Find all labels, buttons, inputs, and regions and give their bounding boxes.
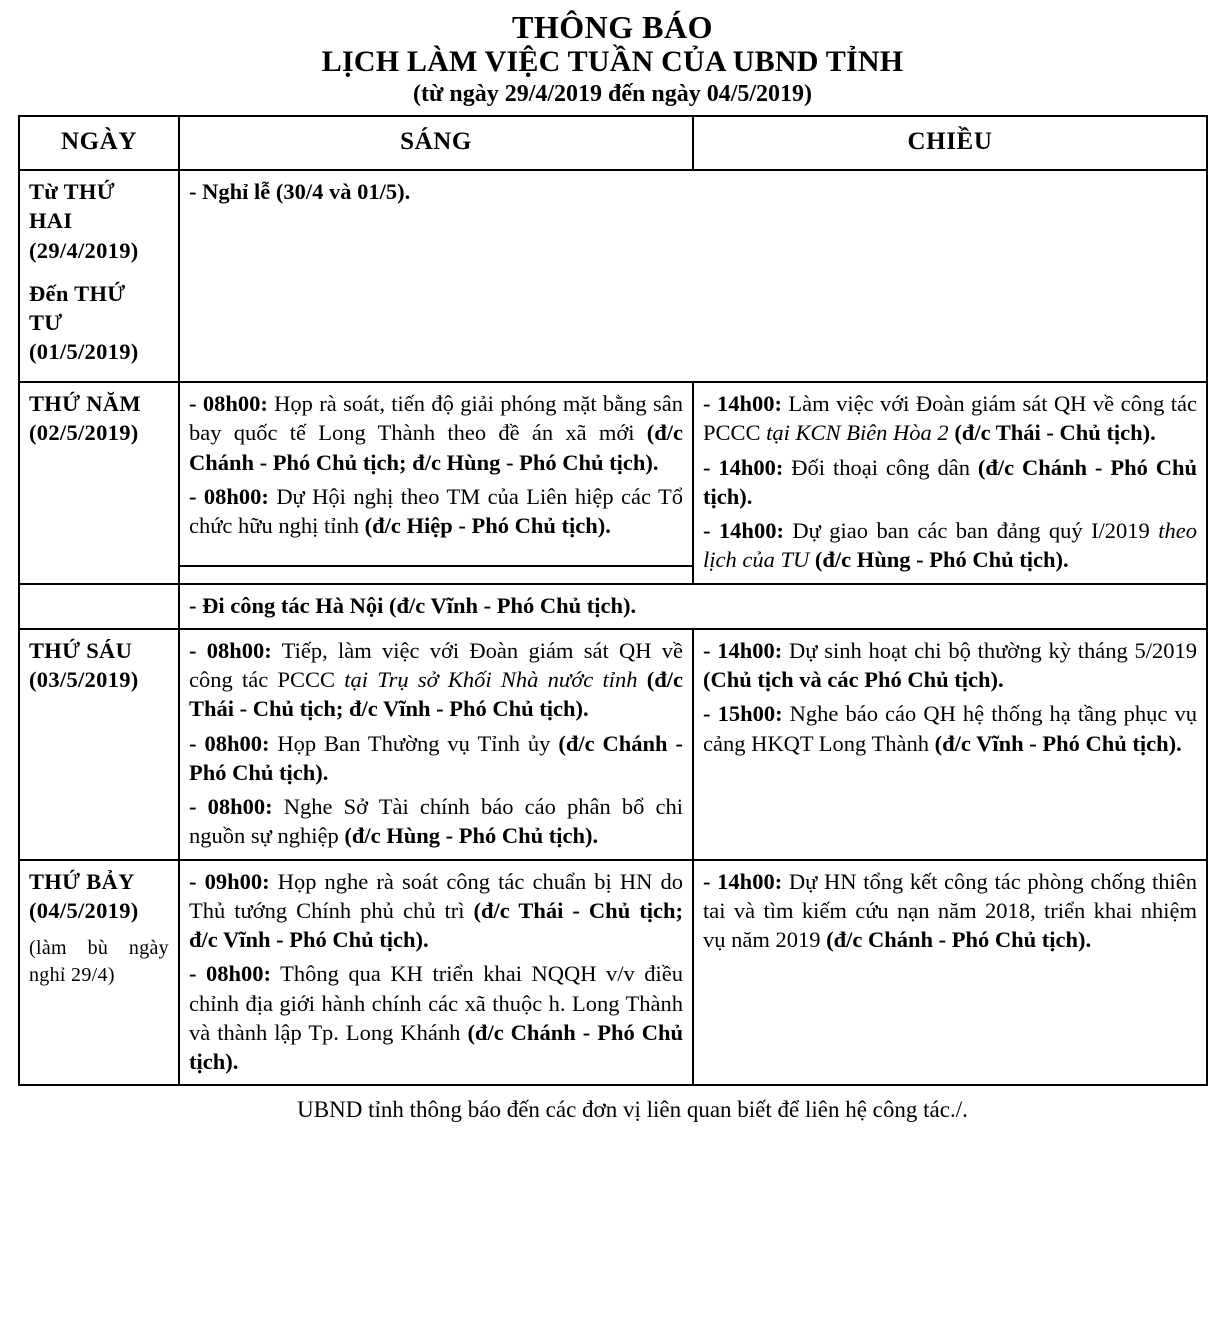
day-line-4: Đến THỨ: [29, 280, 126, 306]
entry-text: Dự sinh hoạt chi bộ thường kỳ tháng 5/2019: [782, 637, 1198, 663]
thursday-morning-cell-spacer: [179, 566, 693, 584]
entry-person: (đ/c Chánh - Phó Chủ tịch).: [826, 927, 1092, 953]
document-footer: UBND tỉnh thông báo đến các đơn vị liên quan biết để liên hệ công tác./.: [297, 1097, 968, 1123]
entry-person: (đ/c Thái - Chủ tịch).: [948, 420, 1156, 446]
entry-time: - 08h00:: [189, 637, 272, 663]
thursday-afternoon-cell: [693, 382, 1207, 584]
entry-text: Thông qua KH triển khai NQQH v/v điều chỉnh địa giới hành chính các xã thuộc h. Long Thành và thành lập Tp. Long Khánh: [189, 961, 684, 1045]
entry-location: tại KCN Biên Hòa 2: [766, 420, 949, 446]
day-date: (03/5/2019): [29, 667, 139, 693]
thursday-morning-cell: [179, 382, 693, 566]
entry-person: (đ/c Chánh - Phó Chủ tịch).: [189, 730, 684, 785]
entry-person: (đ/c Thái - Chủ tịch; đ/c Vĩnh - Phó Chủ tịch).: [189, 897, 683, 953]
entry: [189, 389, 683, 477]
holiday-entry: - Nghỉ lễ (30/4 và 01/5).: [179, 170, 1207, 382]
entry-text: - Đi công tác Hà Nội: [189, 592, 389, 618]
entry: [703, 516, 1197, 575]
entry-time: - 14h00:: [703, 391, 782, 417]
table-row: [19, 382, 1207, 566]
entry: [703, 867, 1197, 955]
entry-time: - 08h00:: [189, 961, 272, 987]
entry-time: - 09h00:: [189, 868, 270, 894]
entry: [189, 959, 683, 1076]
entry-person: (đ/c Hiệp - Phó Chủ tịch).: [364, 513, 611, 539]
day-line-1: Từ THỨ: [29, 179, 115, 205]
page-subtitle: LỊCH LÀM VIỆC TUẦN CỦA UBND TỈNH: [321, 44, 904, 78]
entry-text: Nghe Sở Tài chính báo cáo phân bổ chi nguồn sự nghiệp: [189, 794, 683, 849]
entry-time: - 08h00:: [189, 483, 269, 509]
entry-person: (đ/c Vĩnh - Phó Chủ tịch).: [934, 730, 1182, 756]
entry-time: - 14h00:: [703, 637, 783, 663]
entry: [703, 453, 1197, 512]
entry-text: Dự giao ban các ban đảng quý I/2019: [783, 518, 1159, 544]
entry-text: Đối thoại công dân: [783, 454, 978, 480]
day-name: THỨ SÁU: [29, 637, 133, 663]
day-date: (04/5/2019): [29, 897, 139, 923]
entry: [189, 867, 683, 955]
friday-morning-cell: [179, 629, 693, 860]
entry-person: (đ/c Hùng - Phó Chủ tịch).: [344, 823, 599, 849]
document-heading: [18, 10, 1207, 109]
day-label-holiday: [19, 170, 179, 382]
column-header-day: NGÀY: [19, 116, 179, 170]
entry-text: Dự Hội nghị theo TM của Liên hiệp các Tổ chức hữu nghị tỉnh: [189, 483, 683, 539]
entry: [703, 636, 1197, 695]
table-row-fullnote: [19, 584, 1207, 629]
table-row: [19, 629, 1207, 860]
entry-person: (đ/c Vĩnh - Phó Chủ tịch).: [388, 592, 637, 618]
day-label-thursday: [19, 382, 179, 584]
entry: [189, 729, 683, 788]
entry: [703, 389, 1197, 448]
column-header-morning: SÁNG: [179, 116, 693, 170]
entry-time: - 14h00:: [703, 518, 784, 544]
entry: [189, 792, 683, 851]
entry-time: - 08h00:: [189, 391, 268, 417]
day-line-2: HAI: [29, 208, 73, 234]
entry-text: Họp Ban Thường vụ Tỉnh ủy: [269, 730, 559, 756]
day-line-6: (01/5/2019): [29, 339, 139, 365]
entry-text: Họp rà soát, tiến độ giải phóng mặt bằng sân bay quốc tế Long Thành theo đề án xã mới: [189, 391, 684, 446]
day-name: THỨ NĂM: [29, 391, 141, 417]
entry-time: - 15h00:: [703, 701, 783, 727]
table-row: [19, 170, 1207, 382]
entry-time: - 14h00:: [703, 454, 784, 480]
day-line-5: TƯ: [29, 310, 63, 336]
entry: [189, 482, 683, 541]
entry-text: Tiếp, làm việc với Đoàn giám sát QH về công tác PCCC: [189, 637, 683, 693]
entry-person: (đ/c Chánh - Phó Chủ tịch).: [189, 1019, 684, 1075]
thursday-fullwidth-note: [179, 584, 1207, 629]
saturday-morning-cell: [179, 860, 693, 1086]
day-note: (làm bù ngày nghỉ 29/4): [29, 937, 169, 986]
day-line-3: (29/4/2019): [29, 237, 139, 263]
entry-person: (đ/c Chánh - Phó Chủ tịch; đ/c Hùng - Phó Chủ tịch).: [189, 420, 683, 475]
entry-reference: theo lịch của TU: [703, 518, 1197, 573]
entry-person: (đ/c Hùng - Phó Chủ tịch).: [809, 547, 1069, 573]
table-row: [19, 860, 1207, 1086]
column-header-afternoon: CHIỀU: [693, 116, 1207, 170]
table-header-row: [19, 116, 1207, 170]
entry-text: Dự HN tổng kết công tác phòng chống thiên tai và tìm kiếm cứu nạn năm 2018, triển khai nhiệm vụ năm 2019: [703, 868, 1197, 953]
date-range: (từ ngày 29/4/2019 đến ngày 04/5/2019): [412, 81, 813, 108]
entry-person: (đ/c Thái - Chủ tịch; đ/c Vĩnh - Phó Chủ tịch).: [189, 667, 683, 722]
entry-person: (Chủ tịch và các Phó Chủ tịch).: [703, 667, 1004, 693]
day-label-friday: [19, 629, 179, 860]
day-label-gap: [29, 265, 169, 279]
entry-person: (đ/c Chánh - Phó Chủ tịch).: [703, 454, 1198, 509]
entry: [703, 699, 1197, 758]
entry: [189, 591, 1197, 620]
entry-text: Nghe báo cáo QH hệ thống hạ tầng phục vụ cảng HKQT Long Thành: [703, 701, 1197, 756]
saturday-afternoon-cell: [693, 860, 1207, 1086]
day-label-saturday: [19, 860, 179, 1086]
entry-time: - 08h00:: [189, 730, 270, 756]
page-title: THÔNG BÁO: [512, 9, 713, 45]
day-date: (02/5/2019): [29, 420, 139, 446]
entry-text: Làm việc với Đoàn giám sát QH về công tác PCCC: [703, 391, 1197, 446]
entry: [189, 636, 683, 724]
entry-time: - 14h00:: [703, 868, 783, 894]
day-label-thursday-spacer: [19, 584, 179, 629]
entry-location: tại Trụ sở Khối Nhà nước tỉnh: [344, 667, 638, 693]
entry-time: - 08h00:: [189, 794, 273, 820]
day-name: THỨ BẢY: [29, 868, 135, 894]
friday-afternoon-cell: [693, 629, 1207, 860]
entry-text: Họp nghe rà soát công tác chuẩn bị HN do Thủ tướng Chính phủ chủ trì: [189, 868, 683, 923]
schedule-table: [18, 115, 1208, 1086]
